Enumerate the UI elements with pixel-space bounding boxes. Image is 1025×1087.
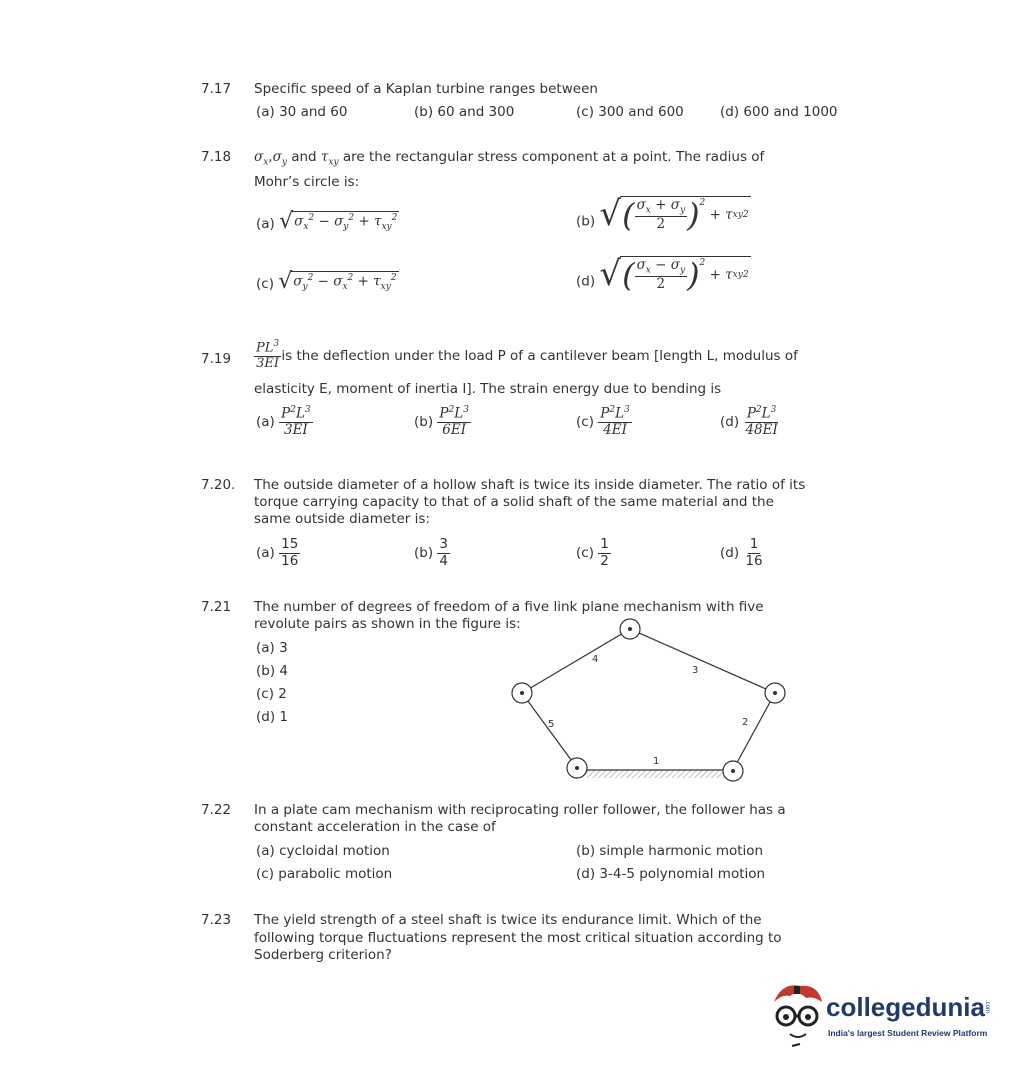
question-text-line2: constant acceleration in the case of bbox=[254, 819, 496, 835]
option-b: (b) 4 bbox=[256, 663, 288, 679]
five-link-mechanism-figure bbox=[500, 610, 800, 795]
question-text: Specific speed of a Kaplan turbine ranges between bbox=[254, 81, 598, 97]
question-number: 7.19 bbox=[201, 351, 232, 367]
link-4 bbox=[522, 629, 630, 693]
option-d: (d) 3-4-5 polynomial motion bbox=[576, 866, 766, 882]
question-text: In a plate cam mechanism with reciprocating roller follower, the follower has a bbox=[254, 802, 786, 818]
question-text-line2: Mohr’s circle is: bbox=[254, 174, 360, 190]
option-d: (d) $\frac{P^2L^3}{48EI}$ bbox=[720, 405, 778, 439]
option-d: (d) √ ( $\frac{\sigma_x - \sigma_y}{2}$ ) $^2$ + τ xy 2 bbox=[576, 254, 749, 295]
question-number: 7.18 bbox=[201, 149, 232, 165]
question-text: The outside diameter of a hollow shaft is twice its inside diameter. The ratio of its bbox=[254, 477, 806, 493]
question-text: $\sigma_x,\sigma_y$ and $\tau_{xy}$ are the rectangular stress component at a point. The radius of bbox=[254, 149, 765, 168]
question-text-line2: following torque fluctuations represent the most critical situation according to bbox=[254, 930, 782, 946]
link-5 bbox=[522, 693, 577, 768]
ground-hatch bbox=[585, 770, 725, 778]
link-2 bbox=[733, 693, 775, 770]
question-text: The number of degrees of freedom of a five link plane mechanism with five bbox=[254, 599, 764, 615]
option-b: (b) √ ( $\frac{\sigma_x + \sigma_y}{2}$ ) $^2$ + τ xy 2 bbox=[576, 194, 749, 235]
link-label-5: 5 bbox=[548, 719, 555, 730]
logo-tagline: India's largest Student Review Platform bbox=[828, 1028, 988, 1038]
option-d: (d) 600 and 1000 bbox=[720, 104, 838, 120]
logo-dotcom: .com bbox=[984, 1000, 990, 1014]
link-label-1: 1 bbox=[653, 756, 660, 767]
link-label-2: 2 bbox=[742, 717, 749, 728]
question-number: 7.21 bbox=[201, 599, 232, 615]
option-b: (b) $\frac{P^2L^3}{6EI}$ bbox=[414, 405, 469, 439]
question-number: 7.22 bbox=[201, 802, 232, 818]
link-label-4: 4 bbox=[592, 654, 599, 665]
question-text-line2: torque carrying capacity to that of a solid shaft of the same material and the bbox=[254, 494, 774, 510]
option-c: (c) 2 bbox=[256, 686, 287, 702]
question-text-line2: revolute pairs as shown in the figure is: bbox=[254, 616, 521, 632]
option-c: (c) parabolic motion bbox=[256, 866, 393, 882]
logo-wordmark: collegedunia bbox=[826, 992, 985, 1022]
option-a: (a) 3 bbox=[256, 640, 288, 656]
link-label-3: 3 bbox=[692, 665, 699, 676]
option-b: (b) 60 and 300 bbox=[414, 104, 515, 120]
question-text: $\frac{PL^3}{3EI}$ is the deflection under the load P of a cantilever beam [length L, modulus of bbox=[256, 339, 798, 372]
mascot-icon bbox=[768, 980, 828, 1050]
option-c: (c) 300 and 600 bbox=[576, 104, 684, 120]
option-b: (b) simple harmonic motion bbox=[576, 843, 764, 859]
option-d: (d) $\frac{1}{16}$ bbox=[720, 536, 763, 569]
question-text-line2: elasticity E, moment of inertia I]. The strain energy due to bending is bbox=[254, 381, 722, 397]
question-text: The yield strength of a steel shaft is twice its endurance limit. Which of the bbox=[254, 912, 762, 928]
option-a: (a) $\frac{P^2L^3}{3EI}$ bbox=[256, 405, 311, 439]
link-3 bbox=[630, 629, 775, 693]
question-text-line3: same outside diameter is: bbox=[254, 511, 430, 527]
question-number: 7.23 bbox=[201, 912, 232, 928]
option-c: (c) √ $\sigma_y^2 - \sigma_x^2 + \tau_{xy}^2$ bbox=[256, 269, 397, 294]
option-a: (a) $\frac{15}{16}$ bbox=[256, 536, 299, 569]
question-number: 7.20. bbox=[201, 477, 236, 493]
option-c: (c) $\frac{1}{2}$ bbox=[576, 536, 609, 569]
option-d: (d) 1 bbox=[256, 709, 288, 725]
option-a: (a) √ $\sigma_x^2 - \sigma_y^2 + \tau_{xy}^2$ bbox=[256, 209, 398, 234]
option-b: (b) $\frac{3}{4}$ bbox=[414, 536, 448, 569]
option-a: (a) 30 and 60 bbox=[256, 104, 348, 120]
question-number: 7.17 bbox=[201, 81, 232, 97]
collegedunia-logo bbox=[768, 980, 998, 1050]
option-a: (a) cycloidal motion bbox=[256, 843, 390, 859]
question-text-line3: Soderberg criterion? bbox=[254, 947, 392, 963]
option-c: (c) $\frac{P^2L^3}{4EI}$ bbox=[576, 405, 630, 439]
